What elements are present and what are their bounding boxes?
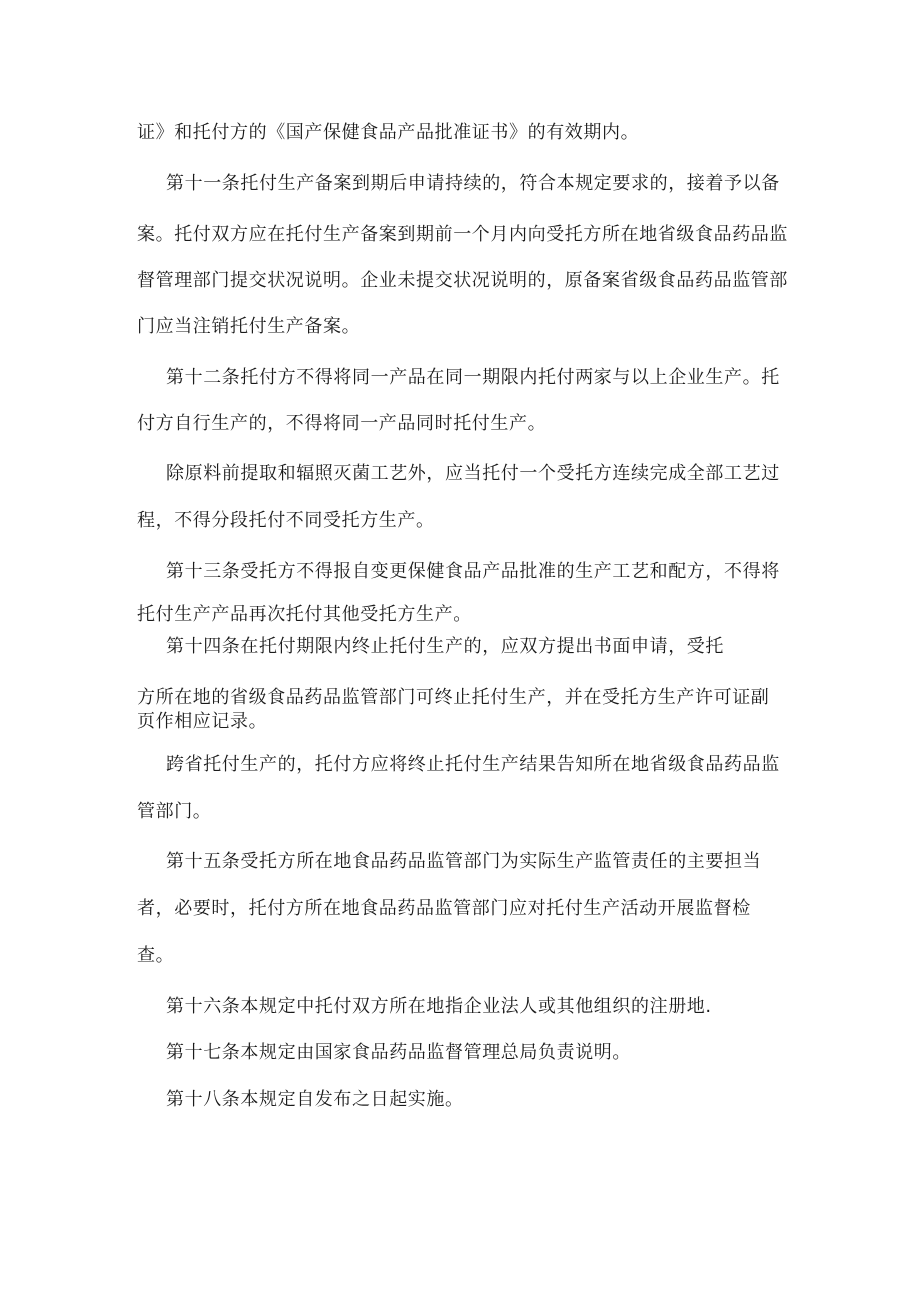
- text-line: 管部门。: [137, 801, 212, 822]
- text-line: 第十七条本规定由国家食品药品监督管理总局负责说明。: [166, 1042, 631, 1063]
- text-line: 门应当注销托付生产备案。: [137, 316, 361, 337]
- text-line: 第十一条托付生产备案到期后申请持续的，符合本规定要求的，接着予以备: [166, 173, 780, 194]
- text-line: 除原料前提取和辐照灭菌工艺外，应当托付一个受托方连续完成全部工艺过: [166, 463, 780, 484]
- text-line: 第十二条托付方不得将同一产品在同一期限内托付两家与以上企业生产。托: [166, 367, 780, 388]
- text-line: 督管理部门提交状况说明。企业未提交状况说明的，原备案省级食品药品监管部: [137, 270, 788, 291]
- text-line: 第十五条受托方所在地食品药品监管部门为实际生产监管责任的主要担当: [166, 851, 762, 872]
- text-line: 第十四条在托付期限内终止托付生产的，应双方提出书面申请，受托: [166, 636, 724, 657]
- text-line: 第十八条本规定自发布之日起实施。: [166, 1089, 464, 1110]
- text-line: 者，必要时，托付方所在地食品药品监管部门应对托付生产活动开展监督检: [137, 898, 751, 919]
- text-line: 第十三条受托方不得报自变更保健食品产品批准的生产工艺和配方，不得将: [166, 561, 780, 582]
- text-line: 跨省托付生产的，托付方应将终止托付生产结果告知所在地省级食品药品监: [166, 754, 780, 775]
- text-line: 托付生产产品再次托付其他受托方生产。: [137, 604, 472, 625]
- text-line: 查。: [137, 945, 175, 966]
- text-line: 案。托付双方应在托付生产备案到期前一个月内向受托方所在地省级食品药品监: [137, 224, 788, 245]
- text-line: 页作相应记录。: [137, 711, 268, 732]
- text-line: 第十六条本规定中托付双方所在地指企业法人或其他组织的注册地.: [166, 996, 712, 1017]
- text-line: 证》和托付方的《国产保健食品产品批准证书》的有效期内。: [137, 122, 640, 143]
- text-line: 付方自行生产的，不得将同一产品同时托付生产。: [137, 413, 547, 434]
- text-line: 方所在地的省级食品药品监管部门可终止托付生产，并在受托方生产许可证副: [137, 687, 770, 708]
- text-line: 程，不得分段托付不同受托方生产。: [137, 510, 435, 531]
